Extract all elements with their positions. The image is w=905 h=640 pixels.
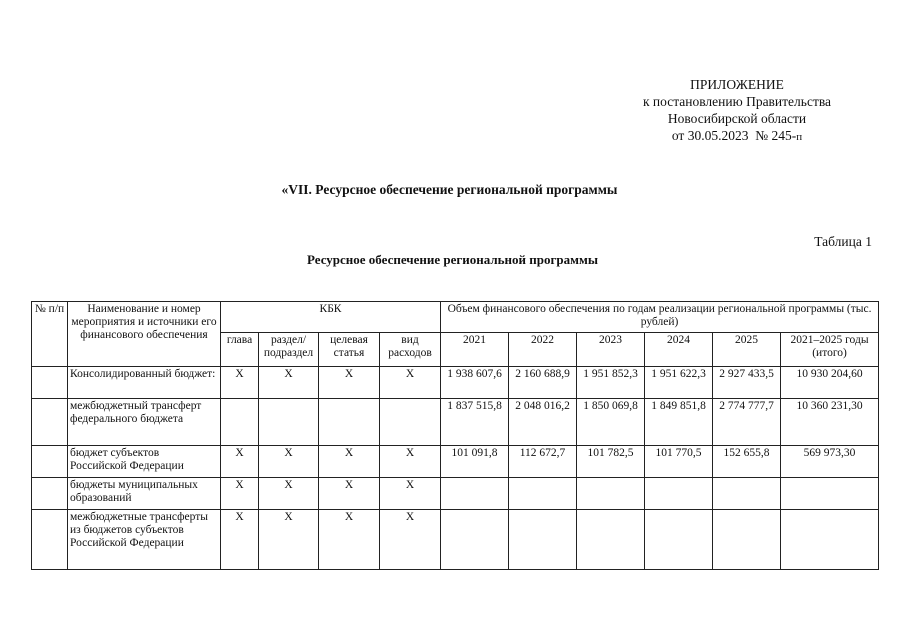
header-year-total: 2021–2025 годы (итого) [781,333,879,367]
row-kbk: X [259,446,319,478]
resource-table [31,301,879,570]
row-kbk [319,399,380,446]
row-value: 1 951 852,3 [577,367,645,399]
header-kbk-type: вид расходов [380,333,441,367]
row-value [577,510,645,570]
row-kbk: X [259,367,319,399]
row-value: 101 770,5 [645,446,713,478]
header-num: № п/п [32,302,68,367]
row-value: 2 048 016,2 [509,399,577,446]
row-kbk: X [259,510,319,570]
row-kbk: X [380,446,441,478]
header-year-2025: 2025 [713,333,781,367]
row-name: бюджеты муниципальных образований [68,478,221,510]
table-title-text: Ресурсное обеспечение региональной программы [307,252,598,267]
section-title [0,182,905,198]
header-kbk-section: раздел/ подраздел [259,333,319,367]
table-row [32,510,879,570]
row-value: 152 655,8 [713,446,781,478]
row-kbk: X [319,510,380,570]
appendix-line-decree: к постановлению Правительства [642,94,832,109]
row-num [32,399,68,446]
row-num [32,478,68,510]
header-year-2023: 2023 [577,333,645,367]
table-number: Таблица 1 [814,234,872,249]
row-value [645,510,713,570]
appendix-number-suffix: п [796,131,803,143]
row-name: бюджет субъектов Российской Федерации [68,446,221,478]
row-value [441,478,509,510]
row-kbk: X [380,510,441,570]
row-kbk: X [380,367,441,399]
header-volume: Объем финансового обеспечения по годам реализации региональной программы (тыс. рублей) [441,302,879,333]
row-value [645,478,713,510]
row-kbk: X [319,446,380,478]
row-name: Консолидированный бюджет: [68,367,221,399]
appendix-date: от 30.05.2023 [671,128,749,143]
row-value: 2 774 777,7 [713,399,781,446]
row-kbk: X [221,446,259,478]
row-kbk: X [221,510,259,570]
row-value [781,478,879,510]
row-kbk: X [221,478,259,510]
row-name: межбюджетные трансферты из бюджетов субъектов Российской Федерации [68,510,221,570]
row-num [32,510,68,570]
row-value: 1 850 069,8 [577,399,645,446]
row-value [441,510,509,570]
appendix-number: № 245- [755,128,797,143]
header-name: Наименование и номер мероприятия и источники его финансового обеспечения [68,302,221,367]
table-header-row-1 [32,302,879,333]
row-kbk [259,399,319,446]
row-num [32,446,68,478]
row-kbk: X [259,478,319,510]
header-year-2021: 2021 [441,333,509,367]
table-row [32,399,879,446]
row-value: 2 927 433,5 [713,367,781,399]
row-value: 569 973,30 [781,446,879,478]
row-value: 10 360 231,30 [781,399,879,446]
row-value: 1 837 515,8 [441,399,509,446]
appendix-date-number [612,127,862,146]
table-title [0,252,905,268]
row-value [577,478,645,510]
row-value: 112 672,7 [509,446,577,478]
row-value: 1 938 607,6 [441,367,509,399]
header-kbk: КБК [221,302,441,333]
table-row [32,367,879,399]
row-value: 10 930 204,60 [781,367,879,399]
row-name: межбюджетный трансферт федерального бюджета [68,399,221,446]
section-title-text: «VII. Ресурсное обеспечение региональной программы [281,182,618,197]
appendix-title: ПРИЛОЖЕНИЕ [690,77,784,92]
row-kbk: X [221,367,259,399]
row-value: 1 849 851,8 [645,399,713,446]
appendix-line-region: Новосибирской области [667,111,807,126]
row-value [509,478,577,510]
row-kbk: X [319,478,380,510]
header-year-2022: 2022 [509,333,577,367]
row-value [781,510,879,570]
row-value: 101 782,5 [577,446,645,478]
row-value [713,478,781,510]
row-value: 1 951 622,3 [645,367,713,399]
row-kbk [221,399,259,446]
row-value: 101 091,8 [441,446,509,478]
row-value: 2 160 688,9 [509,367,577,399]
row-value [713,510,781,570]
header-kbk-chapter: глава [221,333,259,367]
table-row [32,446,879,478]
row-value [509,510,577,570]
header-year-2024: 2024 [645,333,713,367]
row-kbk: X [380,478,441,510]
row-num [32,367,68,399]
row-kbk: X [319,367,380,399]
table-row [32,478,879,510]
appendix-block [612,76,862,146]
row-kbk [380,399,441,446]
header-kbk-target: целевая статья [319,333,380,367]
